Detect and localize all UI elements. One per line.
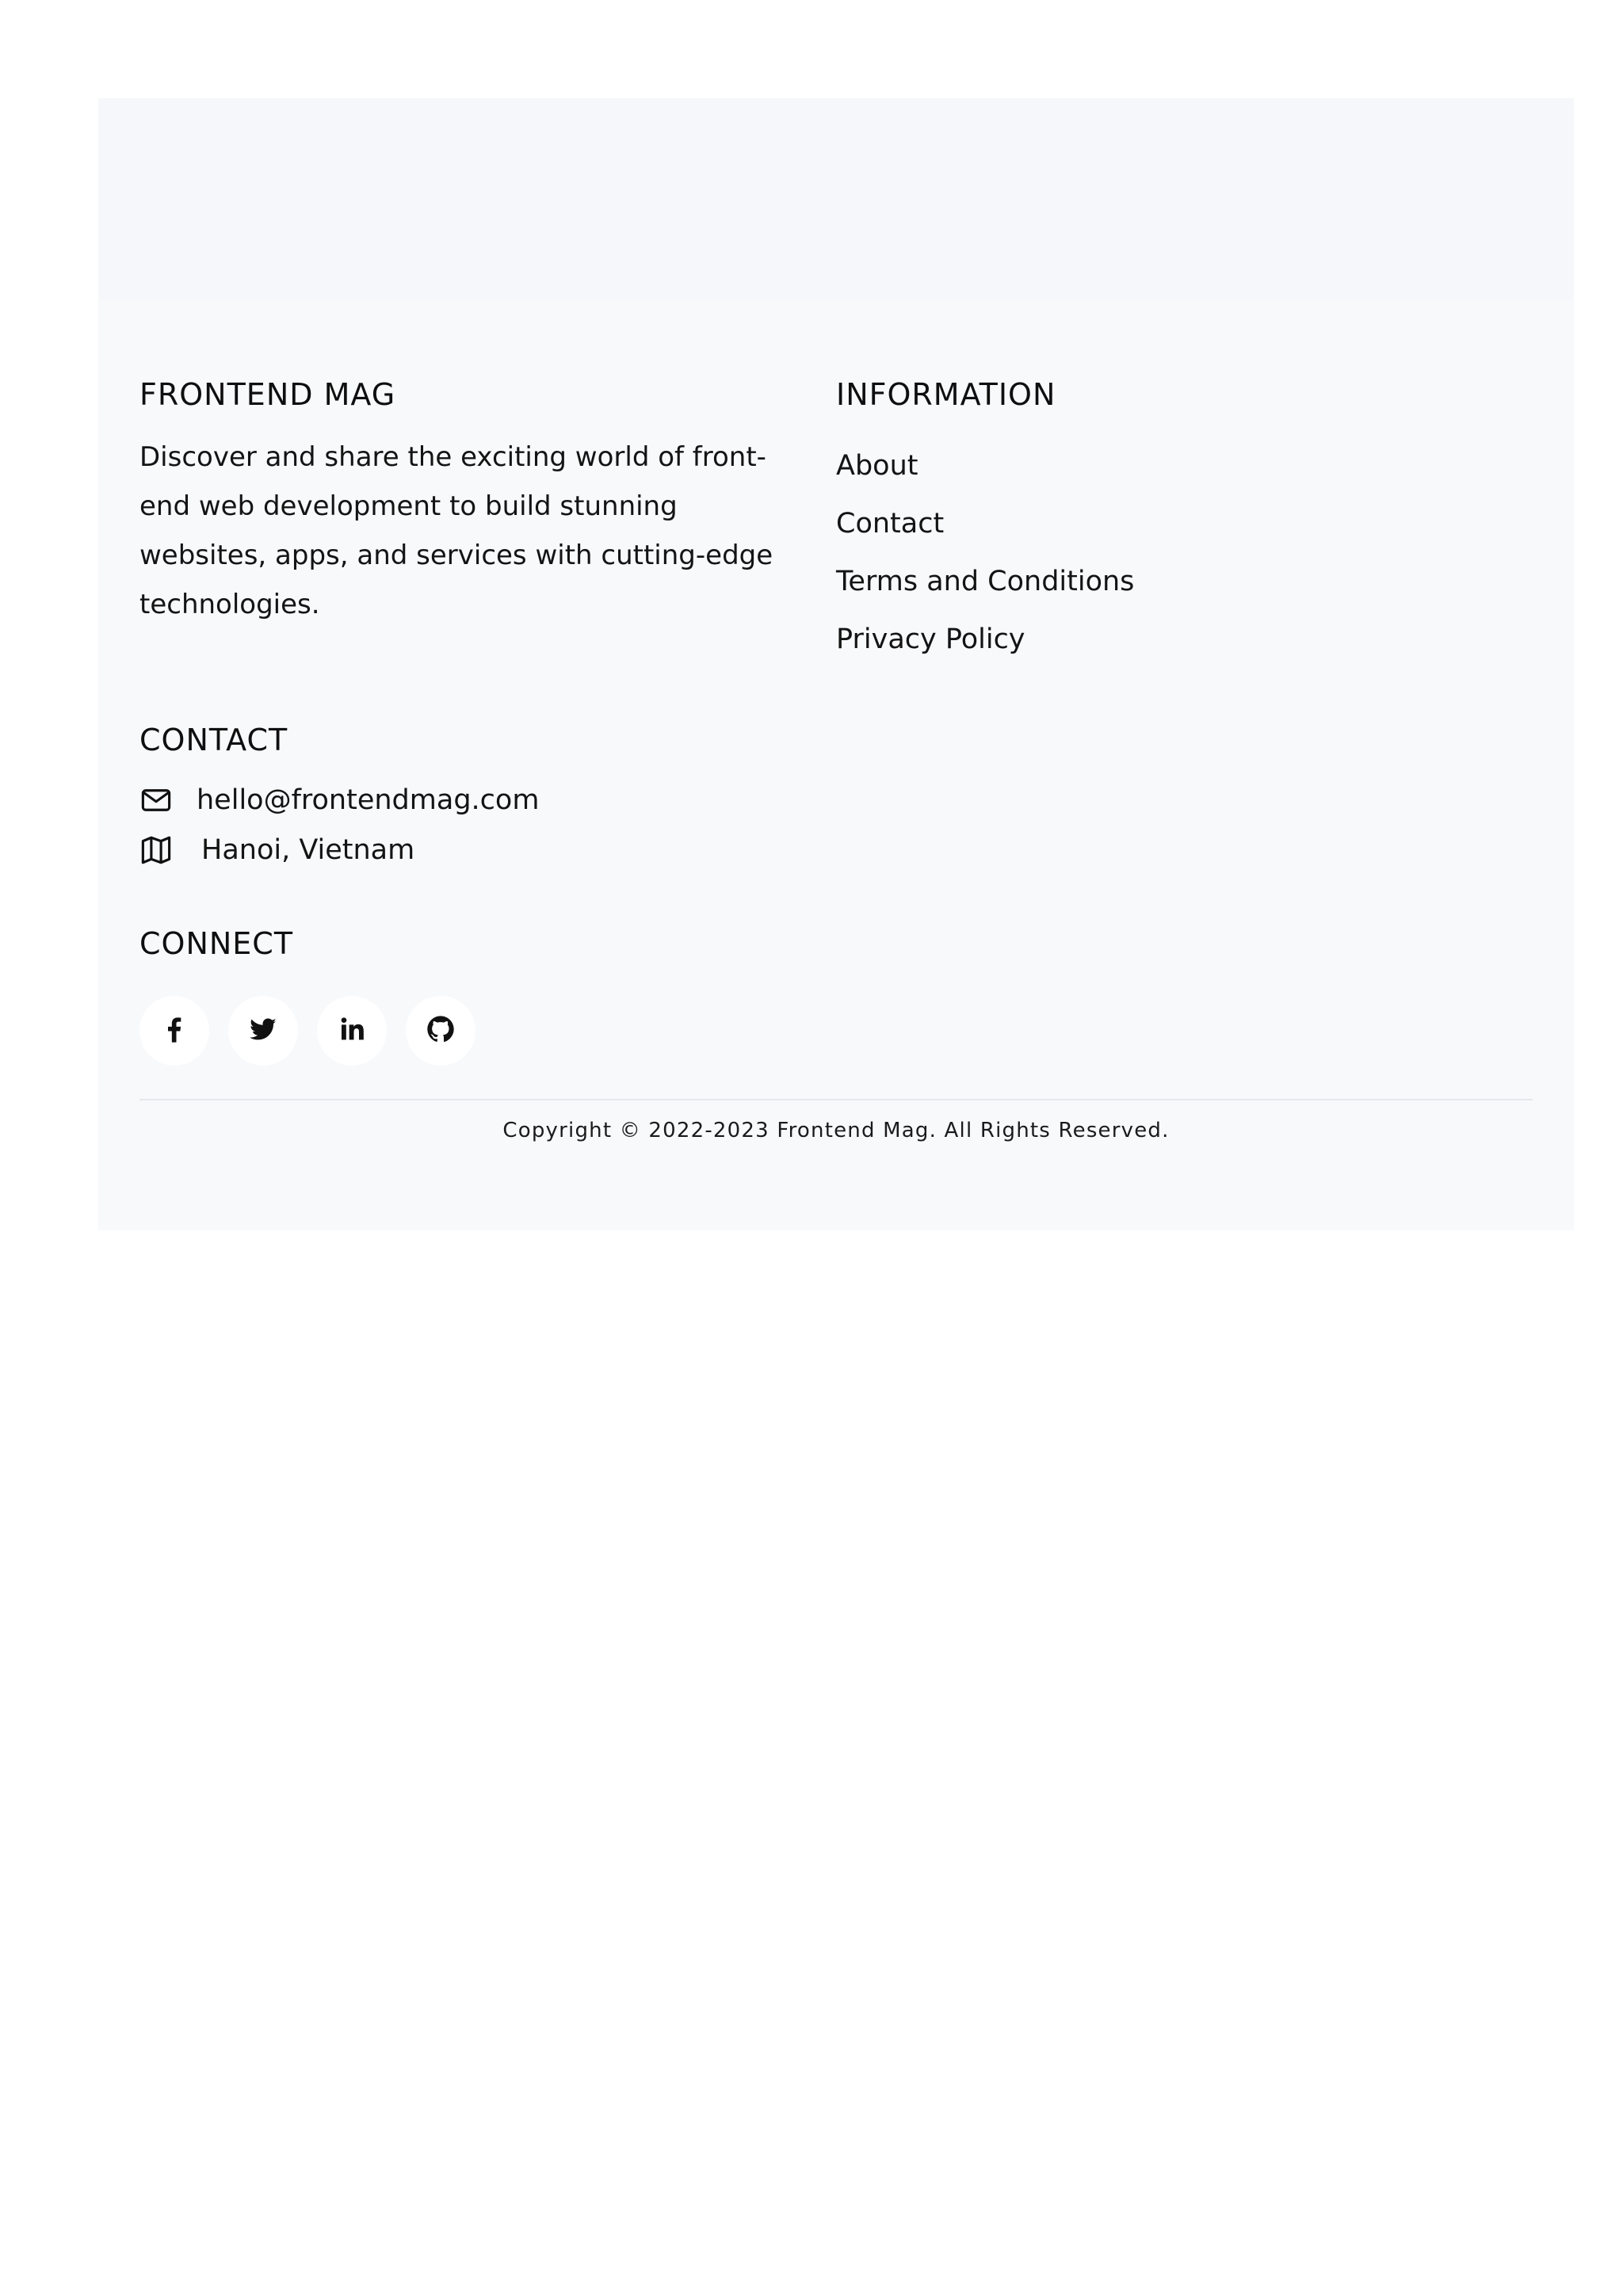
twitter-link[interactable] (228, 996, 298, 1066)
github-link[interactable] (406, 996, 475, 1066)
contact-email[interactable]: hello@frontendmag.com (197, 784, 540, 816)
facebook-link[interactable] (139, 996, 209, 1066)
brand-heading: FRONTEND MAG (139, 377, 396, 412)
information-column (836, 374, 1470, 669)
contact-email-row[interactable] (139, 775, 539, 825)
contact-location-row (139, 825, 539, 875)
copyright-text: Copyright © 2022-2023 Frontend Mag. All Rights Reserved. (502, 1119, 1170, 1142)
twitter-icon (247, 1013, 279, 1048)
connect-section (139, 923, 495, 1066)
linkedin-link[interactable] (317, 996, 387, 1066)
information-heading: INFORMATION (836, 377, 1056, 412)
information-links (836, 437, 1470, 669)
link-contact[interactable]: Contact (836, 508, 945, 540)
contact-section (139, 719, 539, 875)
link-about[interactable]: About (836, 450, 918, 482)
envelope-icon (139, 784, 173, 817)
facebook-icon (158, 1013, 190, 1048)
connect-heading: CONNECT (139, 926, 294, 961)
top-banner-area (98, 98, 1574, 299)
github-icon (425, 1013, 456, 1048)
link-terms-and-conditions[interactable]: Terms and Conditions (836, 566, 1135, 597)
site-footer (98, 299, 1574, 1230)
brand-description: Discover and share the exciting world of front-end web development to build stunning websites, apps, and services with cutting-edge technologies. (139, 441, 773, 620)
contact-location: Hanoi, Vietnam (201, 833, 415, 866)
brand-column (139, 374, 789, 629)
linkedin-icon (336, 1013, 368, 1048)
link-privacy-policy[interactable]: Privacy Policy (836, 624, 1025, 655)
social-links (139, 996, 495, 1066)
map-icon (139, 833, 173, 867)
footer-divider (139, 1099, 1533, 1100)
page-container (98, 98, 1574, 1230)
contact-heading: CONTACT (139, 723, 288, 757)
